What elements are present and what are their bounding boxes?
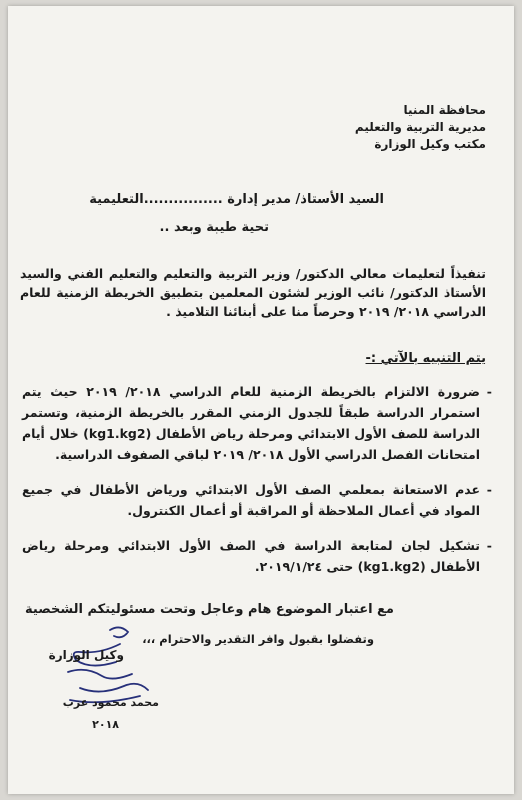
- point-text: ضرورة الالتزام بالخريطة الزمنية للعام الدراسي ٢٠١٨/ ٢٠١٩ حيث يتم استمرار الدراسة طبقاً للجدول الزمني المقرر بالخريطة الزمنية، وتستمر الدراسة للصف الأول الابتدائي ومرحلة رياض الأطفال (kg1.kg2) خلال أيام امتحانات الفصل الدراسي الأول ٢٠١٨/ ٢٠١٩ لباقي الصفوف الدراسية.: [22, 384, 481, 462]
- addressee: السيد الأستاذ/ مدير إدارة ................التعليمية: [89, 192, 384, 207]
- regards-line: وتفضلوا بقبول وافر التقدير والاحترام ،،،: [142, 632, 374, 646]
- closing-line: مع اعتبار الموضوع هام وعاجل وتحت مسئوليتكم الشخصية: [25, 602, 394, 617]
- alert-heading: يتم التنبيه بالآتي :-: [365, 351, 486, 366]
- office-line: مكتب وكيل الوزارة: [374, 137, 486, 151]
- bullet-marker: -: [486, 482, 492, 497]
- letterhead: [316, 102, 486, 153]
- bullet-marker: -: [486, 384, 492, 399]
- list-item: [22, 479, 492, 521]
- signature-title: وكيل الوزارة: [48, 648, 124, 662]
- greeting: تحية طيبة وبعد ..: [159, 220, 269, 235]
- list-item: [22, 535, 492, 577]
- bullet-marker: -: [486, 538, 492, 553]
- point-text: عدم الاستعانة بمعلمي الصف الأول الابتدائي ورياض الأطفال في جميع المواد في أعمال الملاحظة أو المراقبة أو أعمال الكنترول.: [22, 482, 480, 518]
- intro-paragraph: تنفيذاً لتعليمات معالي الدكتور/ وزير التربية والتعليم والتعليم الفني والسيد الأستاذ الدكتور/ نائب الوزير لشئون المعلمين بتطبيق الخريطة الزمنية للعام الدراسي ٢٠١٨/ ٢٠١٩ وحرصاً منا على أبنائنا التلاميذ .: [20, 266, 486, 319]
- signature-year: ٢٠١٨: [92, 718, 119, 731]
- point-text: تشكيل لجان لمتابعة الدراسة في الصف الأول الابتدائي ومرحلة رياض الأطفال (kg1.kg2) حتى ٢٠١٩/١/٢٤.: [22, 538, 480, 574]
- directorate-line: مديرية التربية والتعليم: [354, 120, 486, 134]
- governorate-line: محافظة المنيا: [403, 103, 486, 117]
- letter-page: [8, 6, 514, 794]
- list-item: [22, 381, 492, 465]
- points-list: [22, 381, 492, 591]
- signature-name: محمد محمود عزب: [62, 696, 159, 709]
